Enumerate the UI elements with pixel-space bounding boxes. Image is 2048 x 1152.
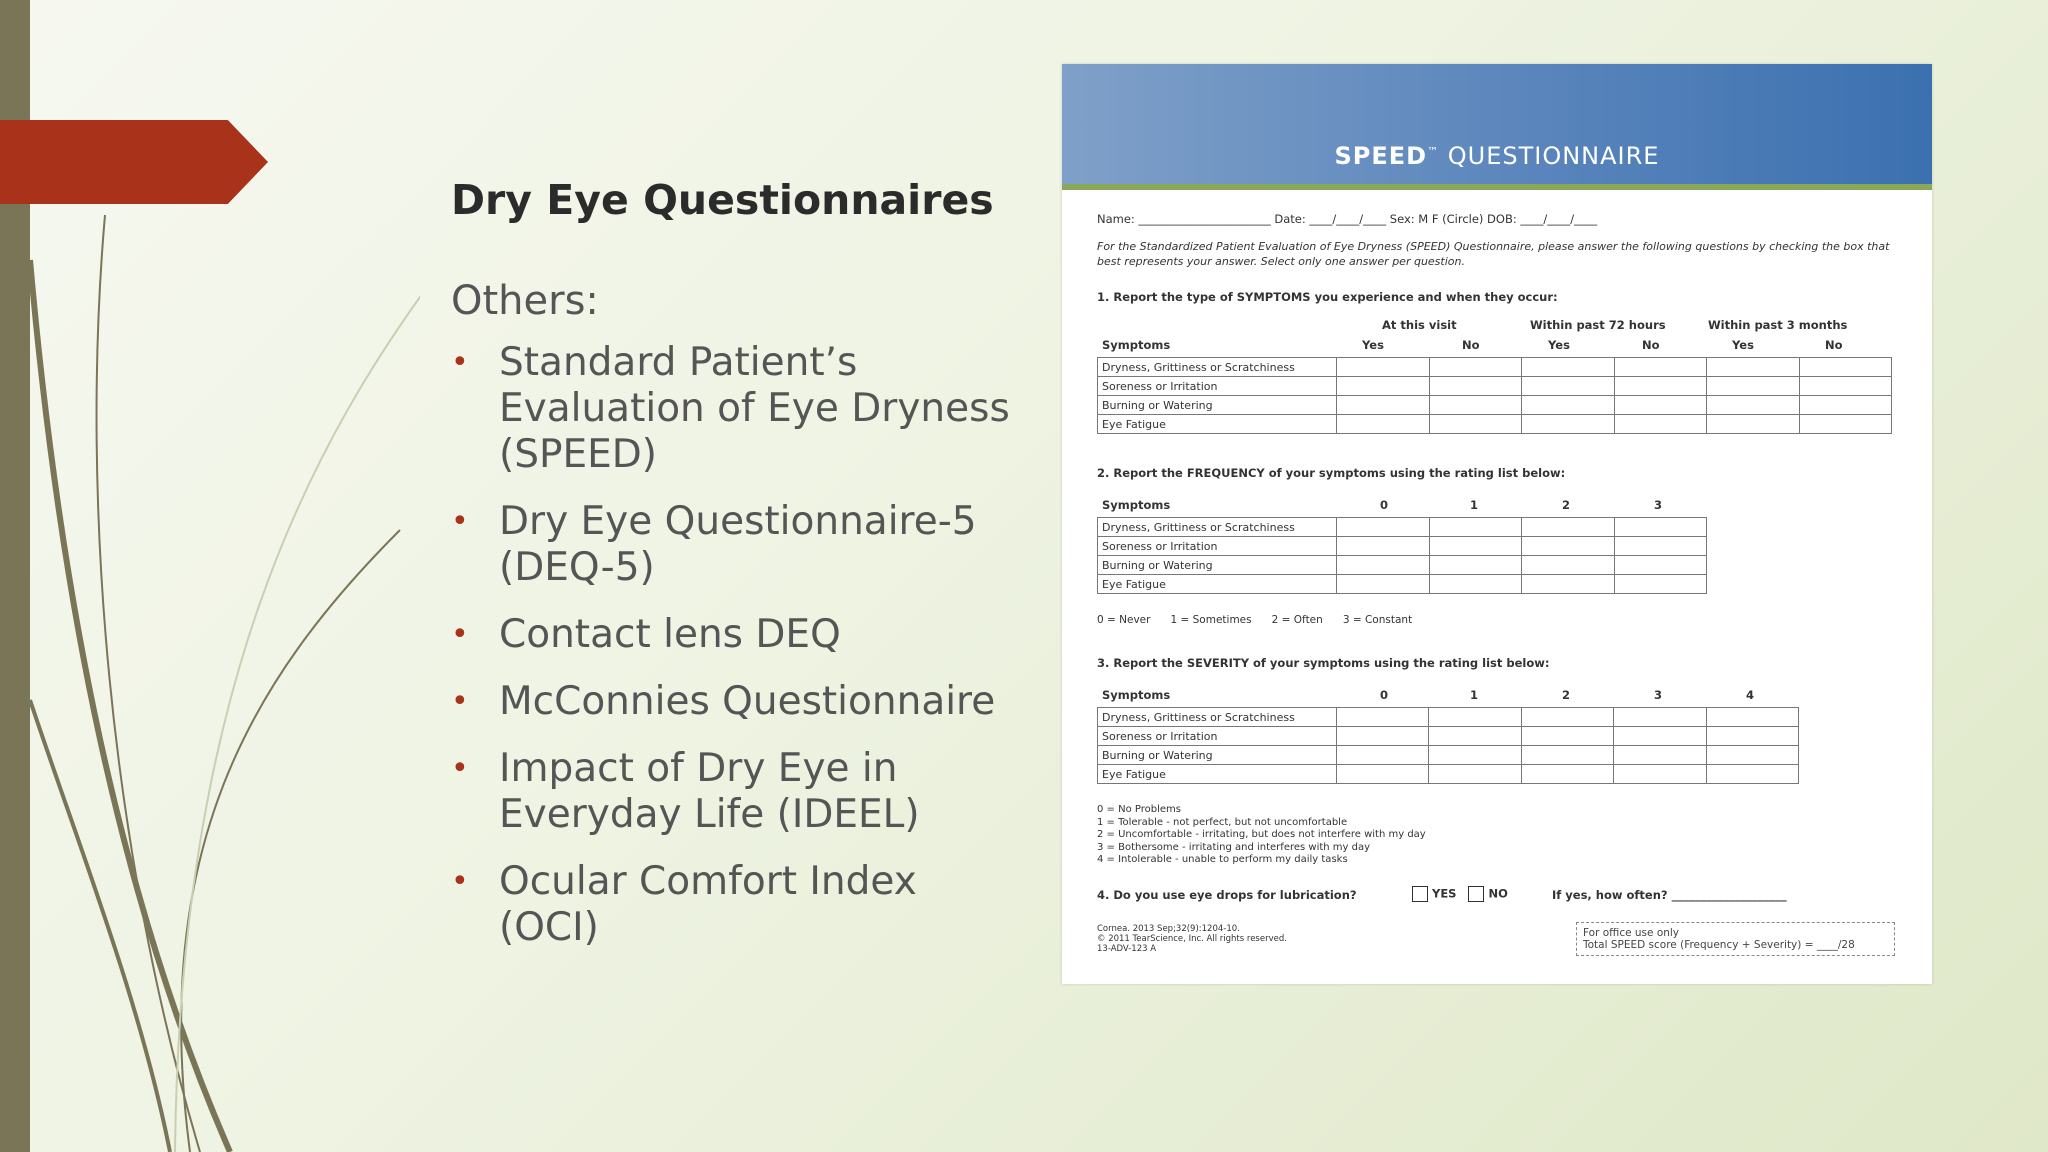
table-row: Burning or Watering [1098,556,1707,575]
table-row: Eye Fatigue [1098,415,1892,434]
table-row: Burning or Watering [1098,746,1799,765]
bullet-icon: • [451,684,469,719]
list-item: • Ocular Comfort Index (OCI) [451,859,917,950]
bullet-icon: • [451,504,469,539]
table-row: Dryness, Grittiness or Scratchiness [1098,358,1892,377]
frequency-table [1097,517,1707,594]
yes-checkbox [1412,886,1428,902]
list-item: • Contact lens DEQ [451,612,841,657]
intro-text: Others: [451,278,599,324]
list-item: • Standard Patient’s Evaluation of Eye Dryness (SPEED) [451,340,1010,477]
table-row: Dryness, Grittiness or Scratchiness [1098,708,1799,727]
severity-table [1097,707,1799,784]
form-header: SPEED™ QUESTIONNAIRE [1062,64,1932,190]
table-row: Eye Fatigue [1098,765,1799,784]
severity-legend: 0 = No Problems 1 = Tolerable - not perfect, but not uncomfortable 2 = Uncomfortable - irritating, but does not interfere with my day 3 = Bothersome - irritating and interferes with my day 4 = Intolerable - unable to perform my daily tasks [1097,804,1426,865]
list-item: • Impact of Dry Eye in Everyday Life (IDEEL) [451,746,920,837]
decorative-swoosh-lines [0,0,420,1152]
drops-frequency: If yes, how often? ____________________ [1552,888,1787,902]
instructions: For the Standardized Patient Evaluation of Eye Dryness (SPEED) Questionnaire, please answer the following questions by checking the box that best represents your answer. Select only one answer per question. [1097,240,1890,268]
table-row: Burning or Watering [1098,396,1892,415]
office-use-box: For office use only Total SPEED score (Frequency + Severity) = ____/28 [1576,922,1895,956]
question-4: 4. Do you use eye drops for lubrication? [1097,888,1357,902]
table-row: Soreness or Irritation [1098,537,1707,556]
table-row: Eye Fatigue [1098,575,1707,594]
question-3: 3. Report the SEVERITY of your symptoms using the rating list below: [1097,656,1550,670]
list-item: • Dry Eye Questionnaire-5 (DEQ-5) [451,499,977,590]
name-date-line: Name: _______________________ Date: ____/____/____ Sex: M F (Circle) DOB: ____/____/____ [1097,212,1598,226]
drops-checkboxes: YES NO [1412,886,1897,902]
slide-title: Dry Eye Questionnaires [451,176,994,224]
bullet-icon: • [451,864,469,899]
bullet-icon: • [451,617,469,652]
table-row: Soreness or Irritation [1098,377,1892,396]
table-row: Dryness, Grittiness or Scratchiness [1098,518,1707,537]
speed-questionnaire-image: SPEED™ QUESTIONNAIRE Name: _______________________ Date: ____/____/____ Sex: M F (Circle) DOB: ____/____/____ For the Standardized Patient Evaluation of Eye Dryness (SPEED) Questionnaire, please answer the following questions by checking the box that best represents your answer. Select only one answer per question. 1. Report the type of SYMPTOMS you experience and when they occur: At this visit Within past 72 hours Within past 3 months Symptoms Yes No Yes No Yes No Dryness, Grittiness or Scratchiness Soreness or Irritation Burning or Watering Eye Fatigue 2. Report the FREQUENCY of your symptoms using the rating list below: Symptoms 0 1 2 3 Dryness, Grittiness or Scratchiness Soreness or Irritation Burning or Watering Eye Fatigue 0 = Never 1 = Sometimes 2 = Often 3 = Constant 3. Report the SEVERITY of your symptoms using the rating list below: Symptoms 0 1 2 3 4 Dryness, Grittiness or Scratchiness Soreness or Irritation Burning or Watering Eye Fatigue 0 = No Problems 1 = Tolerable - not perfect, but not uncomfortable 2 = Uncomfortable - irritating, but does not interfere with my day 3 = Bothersome - irritating and interferes with my day 4 = Intolerable - unable to perform my daily tasks 4. Do you use eye drops for lubrication? YES NO If yes, how often? ____________________ Cornea. 2013 Sep;32(9):1204-10. © 2011 TearScience, Inc. All rights reserved. 13-ADV-123 A For office use only Total SPEED score (Frequency + Severity) = ____/28 [1062,64,1932,984]
table-row: Soreness or Irritation [1098,727,1799,746]
no-checkbox [1468,886,1484,902]
questionnaire-list [451,340,1011,972]
question-2: 2. Report the FREQUENCY of your symptoms using the rating list below: [1097,466,1566,480]
question-1: 1. Report the type of SYMPTOMS you experience and when they occur: [1097,290,1558,304]
bullet-icon: • [451,345,469,380]
copyright-footer: Cornea. 2013 Sep;32(9):1204-10. © 2011 TearScience, Inc. All rights reserved. 13-ADV-123 A [1097,924,1287,954]
list-item: • McConnies Questionnaire [451,679,996,724]
bullet-icon: • [451,751,469,786]
symptoms-table [1097,357,1892,434]
frequency-legend: 0 = Never 1 = Sometimes 2 = Often 3 = Constant [1097,614,1413,626]
